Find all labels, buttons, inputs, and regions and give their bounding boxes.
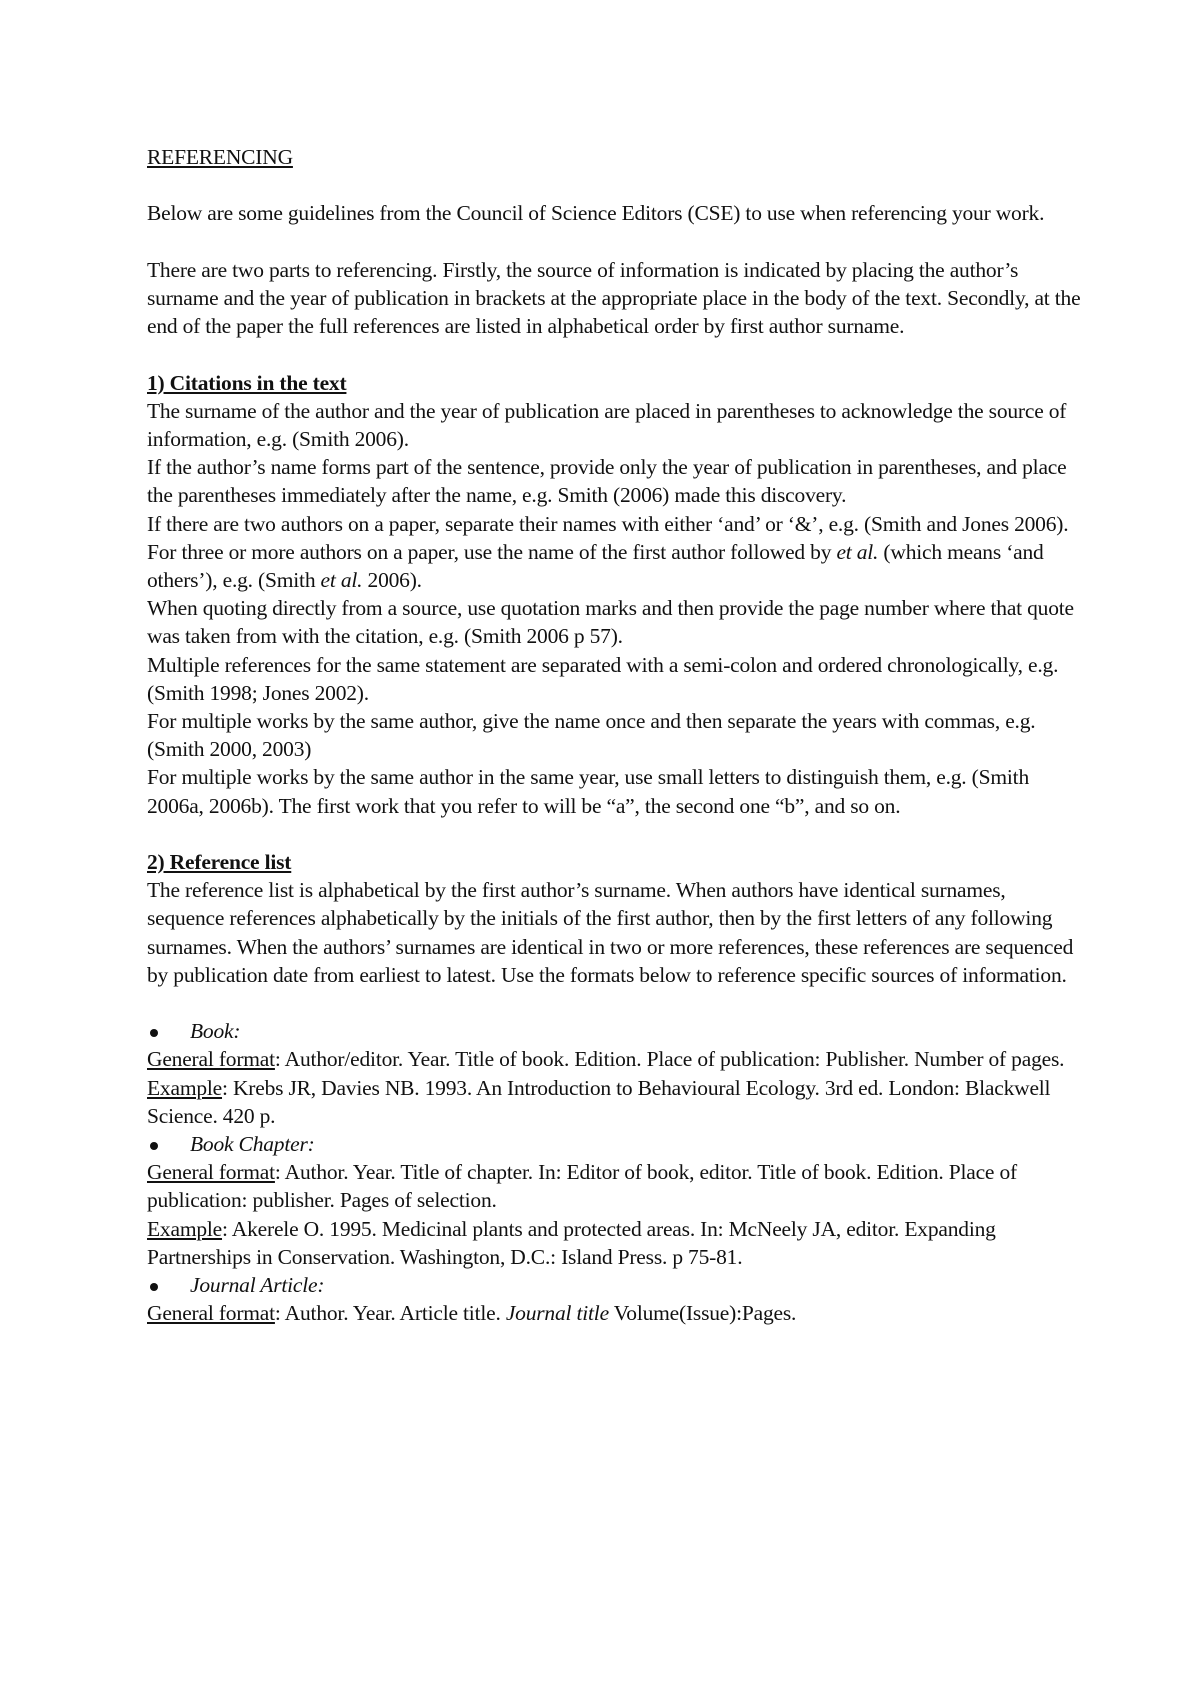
bullet-book-chapter: [147, 1130, 1082, 1158]
chapter-general-text: : Author. Year. Title of chapter. In: Editor of book, editor. Title of book. Edition. Place of publication: publisher. Pages of selection.: [147, 1160, 1017, 1213]
title-text: REFERENCING: [147, 145, 293, 169]
book-example: [147, 1074, 1082, 1130]
citations-heading-text: 1) Citations in the text: [147, 370, 347, 395]
book-general-text: : Author/editor. Year. Title of book. Edition. Place of publication: Publisher. Number of pages.: [274, 1047, 1065, 1072]
journal-general-text-b: Volume(Issue):Pages.: [608, 1301, 797, 1326]
bullet-icon: [150, 1142, 158, 1150]
spacer: [147, 989, 1082, 1017]
citation-rule-7: For multiple works by the same author, give the name once and then separate the years with commas, e.g. (Smith 2000, 2003): [147, 709, 1036, 762]
journal-general-format: [147, 1299, 1082, 1327]
chapter-label: Book Chapter:: [190, 1132, 315, 1157]
citation-rule-6: Multiple references for the same statement are separated with a semi-colon and ordered chronologically, e.g. (Smith 1998; Jones 2002).: [147, 652, 1059, 705]
document-page: [147, 143, 1082, 1327]
journal-general-italic: Journal title: [505, 1301, 609, 1326]
journal-general-text-a: : Author. Year. Article title.: [274, 1301, 506, 1326]
bullet-book: [147, 1017, 1082, 1045]
example-label: Example: [147, 1216, 223, 1241]
general-format-label: General format: [147, 1047, 275, 1072]
citation-rule-2: If the author’s name forms part of the sentence, provide only the year of publication in parentheses, and place the parentheses immediately after the name, e.g. Smith (2006) made this discovery.: [147, 455, 1067, 508]
general-format-label: General format: [147, 1160, 275, 1185]
bullet-icon: [150, 1283, 158, 1291]
rule4-etal: et al.: [836, 539, 879, 564]
chapter-example: [147, 1215, 1082, 1271]
spacer: [147, 171, 1082, 199]
book-general-format: [147, 1045, 1082, 1073]
rule4-etal-2: et al.: [320, 568, 363, 592]
citation-rule-1: The surname of the author and the year of publication are placed in parentheses to acknowledge the source of information, e.g. (Smith 2006).: [147, 398, 1067, 451]
citation-rule-3: If there are two authors on a paper, separate their names with either ‘and’ or ‘&’, e.g. (Smith and Jones 2006).: [147, 511, 1069, 536]
reference-list-body: The reference list is alphabetical by the first author’s surname. When authors have identical surnames, sequence references alphabetically by the initials of the first author, then by the first letters of any following surnames. When the authors’ surnames are identical in two or more references, these references are sequenced by publication date from earliest to latest. Use the formats below to reference specific sources of information.: [147, 878, 1074, 987]
rule4-text-a: For three or more authors on a paper, use the name of the first author followed by: [147, 539, 837, 564]
spacer: [147, 228, 1082, 256]
reference-list-heading-text: 2) Reference list: [147, 850, 292, 875]
intro-paragraph: Below are some guidelines from the Council of Science Editors (CSE) to use when referencing your work.: [147, 201, 1045, 226]
example-label: Example: [147, 1075, 223, 1100]
page-title: [147, 143, 1082, 171]
general-format-label: General format: [147, 1301, 275, 1326]
overview-paragraph: There are two parts to referencing. Firstly, the source of information is indicated by placing the author’s surname and the year of publication in brackets at the appropriate place in the body of the text. Secondly, at the end of the paper the full references are listed in alphabetical order by first author surname.: [147, 257, 1081, 339]
spacer: [147, 340, 1082, 368]
chapter-example-text: : Akerele O. 1995. Medicinal plants and protected areas. In: McNeely JA, editor. Expanding Partnerships in Conservation. Washington, D.C.: Island Press. p 75-81.: [147, 1216, 996, 1269]
citation-rule-4: [147, 538, 1082, 594]
spacer: [147, 820, 1082, 848]
journal-label: Journal Article:: [190, 1273, 325, 1298]
bullet-journal-article: [147, 1271, 1082, 1299]
citation-rule-8: For multiple works by the same author in the same year, use small letters to distinguish them, e.g. (Smith 2006a, 2006b). The first work that you refer to will be “a”, the second one “b”, and so on.: [147, 765, 1029, 818]
book-label: Book:: [190, 1019, 241, 1044]
chapter-general-format: [147, 1158, 1082, 1214]
rule4-text-c: 2006).: [362, 568, 422, 592]
rule4-text-b: (which means ‘and others’), e.g. (Smith: [147, 539, 1044, 592]
reference-list-heading: [147, 848, 1082, 876]
book-example-text: : Krebs JR, Davies NB. 1993. An Introduction to Behavioural Ecology. 3rd ed. London: Blackwell Science. 420 p.: [147, 1075, 1051, 1128]
citation-rule-5: When quoting directly from a source, use quotation marks and then provide the page number where that quote was taken from with the citation, e.g. (Smith 2006 p 57).: [147, 596, 1074, 649]
bullet-icon: [150, 1029, 158, 1037]
citations-heading: [147, 369, 1082, 397]
